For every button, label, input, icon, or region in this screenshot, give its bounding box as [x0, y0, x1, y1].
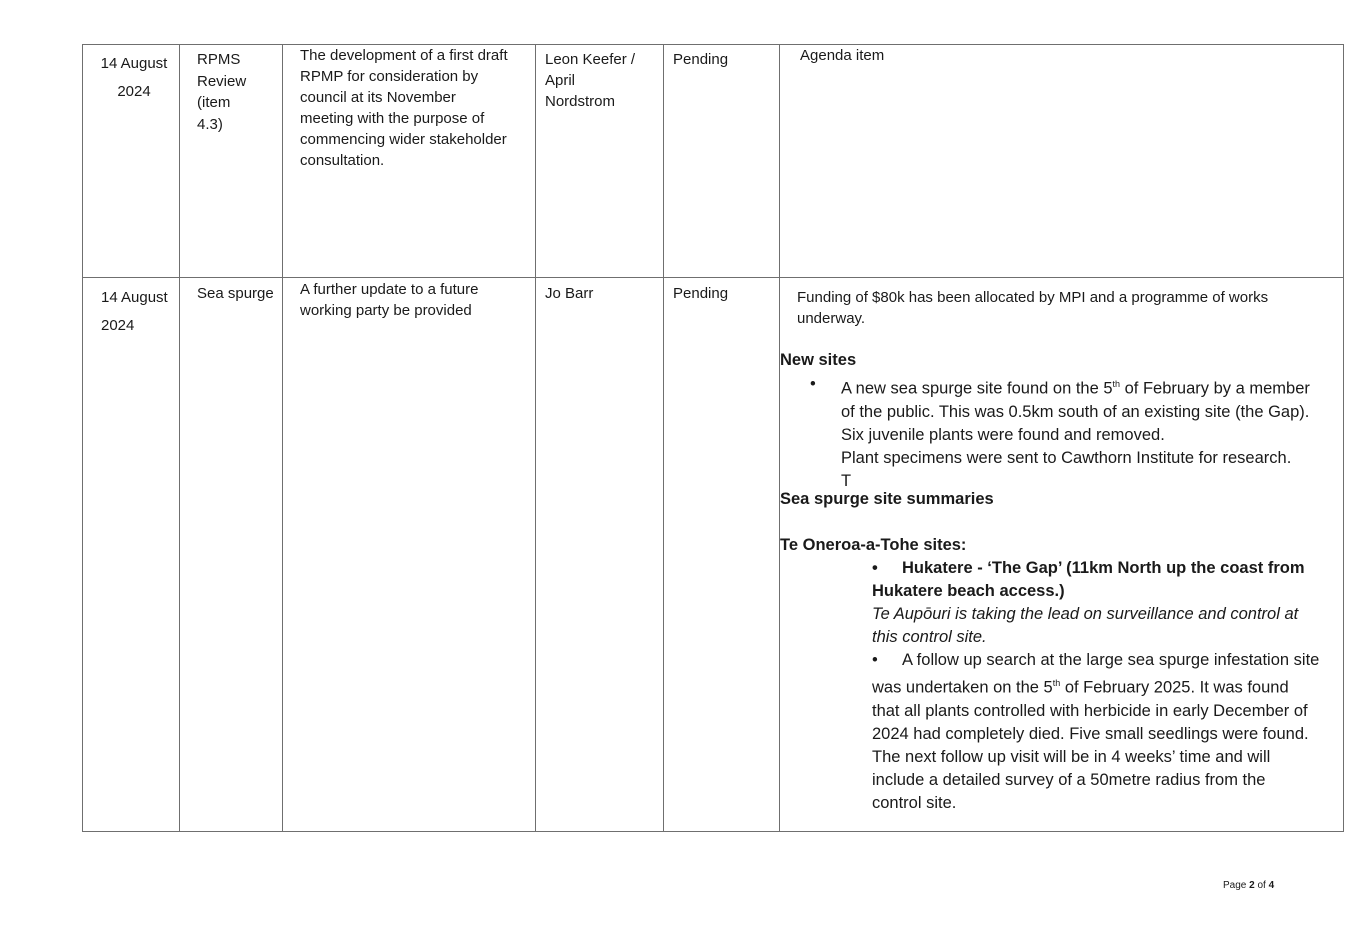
- new-site-text: A new sea spurge site found on the 5: [841, 379, 1113, 398]
- new-site-line: of the public. This was 0.5km south of an existing site (the Gap).: [841, 402, 1310, 421]
- hukatere-text: Hukatere - ‘The Gap’ (11km North up the coast from: [902, 559, 1305, 577]
- page-footer: [1223, 880, 1274, 891]
- topic-line: RPMS: [197, 51, 241, 68]
- superscript: th: [1052, 678, 1061, 688]
- hukatere-line: Hukatere beach access.): [872, 582, 1065, 600]
- followup-line: The next follow up visit will be in 4 weeks’ time and will: [872, 747, 1271, 766]
- action-line: A further update to a future: [300, 281, 479, 298]
- column-divider: [282, 44, 283, 832]
- followup-line: that all plants controlled with herbicide in early December of: [872, 701, 1308, 720]
- comments-cell: Agenda item: [800, 47, 885, 64]
- followup-line: [872, 672, 1337, 700]
- funding-line: Funding of $80k has been allocated by MPI and a programme of works: [797, 289, 1269, 306]
- funding-line: underway.: [797, 310, 866, 327]
- action-line: working party be provided: [300, 302, 472, 319]
- of-word: of: [1257, 880, 1266, 891]
- new-site-line: Six juvenile plants were found and removed.: [841, 425, 1165, 444]
- action-line: council at its November: [300, 89, 456, 106]
- new-sites-heading: New sites: [780, 351, 857, 369]
- new-sites-bullet: [810, 373, 1336, 493]
- followup-text: of February 2025. It was found: [1060, 678, 1289, 697]
- column-divider: [535, 44, 536, 832]
- date-line: 14 August: [100, 55, 168, 72]
- bullet-icon: •: [872, 559, 878, 577]
- action-cell: [300, 45, 508, 171]
- column-divider: [663, 44, 664, 832]
- owner-line: Nordstrom: [545, 93, 616, 110]
- superscript: th: [1112, 379, 1121, 389]
- action-line: consultation.: [300, 152, 385, 169]
- followup-line: control site.: [872, 793, 957, 812]
- action-cell: [300, 279, 478, 321]
- new-site-line: T: [841, 471, 852, 490]
- column-divider: [779, 44, 780, 832]
- te-aupouri-line: this control site.: [872, 628, 987, 646]
- owner-line: Leon Keefer /: [545, 51, 636, 68]
- topic-cell: [197, 49, 246, 135]
- hukatere-section: [872, 557, 1337, 815]
- column-divider: [179, 44, 180, 832]
- date-line: 2024: [117, 83, 151, 100]
- topic-line: Review: [197, 72, 247, 90]
- date-line: 2024: [101, 317, 135, 334]
- date-line: 14 August: [101, 289, 168, 306]
- followup-text: was undertaken on the 5: [872, 678, 1053, 697]
- te-oneroa-heading: Te Oneroa-a-Tohe sites:: [780, 536, 967, 554]
- funding-note: [797, 287, 1268, 329]
- action-line: commencing wider stakeholder: [300, 131, 507, 148]
- followup-line: [872, 649, 1337, 672]
- new-site-line: [841, 373, 1336, 401]
- topic-cell: Sea spurge: [197, 285, 274, 302]
- topic-line: 4.3): [197, 115, 223, 133]
- page-total: 4: [1268, 880, 1275, 891]
- action-line: RPMP for consideration by: [300, 68, 479, 85]
- new-site-line: Plant specimens were sent to Cawthorn Institute for research.: [841, 448, 1292, 467]
- followup-text: A follow up search at the large sea spurge infestation site: [902, 651, 1320, 669]
- status-cell: Pending: [673, 285, 729, 302]
- bullet-icon: •: [810, 375, 816, 393]
- te-aupouri-line: Te Aupōuri is taking the lead on surveillance and control at: [872, 605, 1299, 623]
- topic-line: (item: [197, 94, 231, 111]
- new-site-text: of February by a member: [1120, 379, 1310, 398]
- hukatere-line: [872, 557, 1337, 580]
- date-cell: [90, 50, 178, 106]
- page-word: Page: [1223, 880, 1247, 891]
- owner-cell: Jo Barr: [545, 285, 594, 302]
- page-number: 2: [1249, 880, 1255, 891]
- followup-line: 2024 had completely died. Five small seedlings were found.: [872, 724, 1309, 743]
- owner-line: April: [545, 72, 576, 89]
- summaries-heading: Sea spurge site summaries: [780, 490, 994, 508]
- status-cell: Pending: [673, 51, 729, 68]
- row-divider: [82, 277, 1344, 278]
- bullet-icon: •: [872, 651, 878, 669]
- action-line: meeting with the purpose of: [300, 110, 485, 127]
- owner-cell: [545, 49, 635, 112]
- date-cell: [101, 284, 168, 340]
- action-line: The development of a first draft: [300, 47, 508, 64]
- followup-line: include a detailed survey of a 50metre radius from the: [872, 770, 1266, 789]
